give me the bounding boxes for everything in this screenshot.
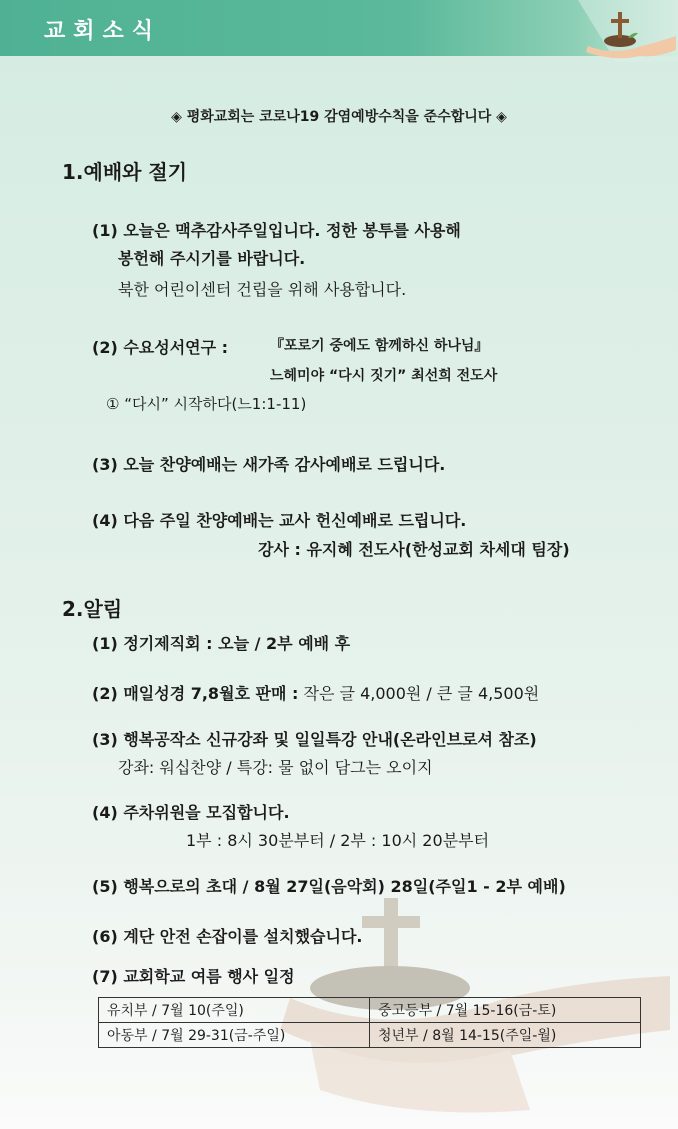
table-row <box>99 1023 641 1048</box>
worship-item-4-line-1: (4) 다음 주일 찬양예배는 교사 헌신예배로 드립니다. <box>92 511 467 530</box>
announce-item-3-line-2: 강좌: 워십찬양 / 특강: 물 없이 담그는 오이지 <box>118 758 433 777</box>
worship-item-3: (3) 오늘 찬양예배는 새가족 감사예배로 드립니다. <box>92 455 446 474</box>
announce-item-4-line-2: 1부 : 8시 30분부터 / 2부 : 10시 20분부터 <box>186 831 490 850</box>
announce-item-5: (5) 행복으로의 초대 / 8월 27일(음악회) 28일(주일1 - 2부 예배) <box>92 877 566 896</box>
summer-schedule-table <box>98 997 641 1048</box>
schedule-cell: 청년부 / 8월 14-15(주일-월) <box>370 1023 641 1048</box>
worship-item-2-label: (2) 수요성서연구 : <box>92 338 229 357</box>
worship-item-1-line-1: (1) 오늘은 맥추감사주일입니다. 정한 봉투를 사용해 <box>92 221 461 240</box>
worship-item-1-line-2: 봉헌해 주시기를 바랍니다. <box>118 249 306 268</box>
schedule-cell: 유치부 / 7월 10(주일) <box>99 998 370 1023</box>
announce-item-3-line-1: (3) 행복공작소 신규강좌 및 일일특강 안내(온라인브로셔 참조) <box>92 730 537 749</box>
worship-item-2-sub: ① “다시” 시작하다(느1:1-11) <box>106 395 307 413</box>
announce-item-2 <box>92 681 539 704</box>
worship-item-2-speaker: 느헤미야 “다시 짓기” 최선희 전도사 <box>270 368 498 384</box>
announce-item-1: (1) 정기제직회 : 오늘 / 2부 예배 후 <box>92 634 351 653</box>
header-bar <box>0 0 678 56</box>
section-title-announcements: 2.알림 <box>62 597 123 621</box>
announce-item-7-title: (7) 교회학교 여름 행사 일정 <box>92 967 295 986</box>
announce-item-2-detail: 작은 글 4,000원 / 큰 글 4,500원 <box>298 684 540 703</box>
announce-item-4-line-1: (4) 주차위원을 모집합니다. <box>92 803 290 822</box>
announce-item-6: (6) 계단 안전 손잡이를 설치했습니다. <box>92 927 363 946</box>
announce-item-2-label: (2) 매일성경 7,8월호 판매 : <box>92 684 299 703</box>
schedule-cell: 아동부 / 7월 29-31(금-주일) <box>99 1023 370 1048</box>
table-row <box>99 998 641 1023</box>
notice-banner: ◈ 평화교회는 코로나19 감염예방수칙을 준수합니다 ◈ <box>171 109 507 125</box>
worship-item-1-line-3: 북한 어린이센터 건립을 위해 사용합니다. <box>118 280 407 299</box>
schedule-cell: 중고등부 / 7월 15-16(금-토) <box>370 998 641 1023</box>
section-title-worship: 1.예배와 절기 <box>62 160 188 184</box>
worship-item-2-book-title: 『포로기 중에도 함께하신 하나님』 <box>270 338 489 354</box>
worship-item-4-speaker: 강사 : 유지혜 전도사(한성교회 차세대 팀장) <box>258 540 570 559</box>
header-title: 교회소식 <box>44 19 162 44</box>
hands-cross-illustration <box>558 0 678 62</box>
